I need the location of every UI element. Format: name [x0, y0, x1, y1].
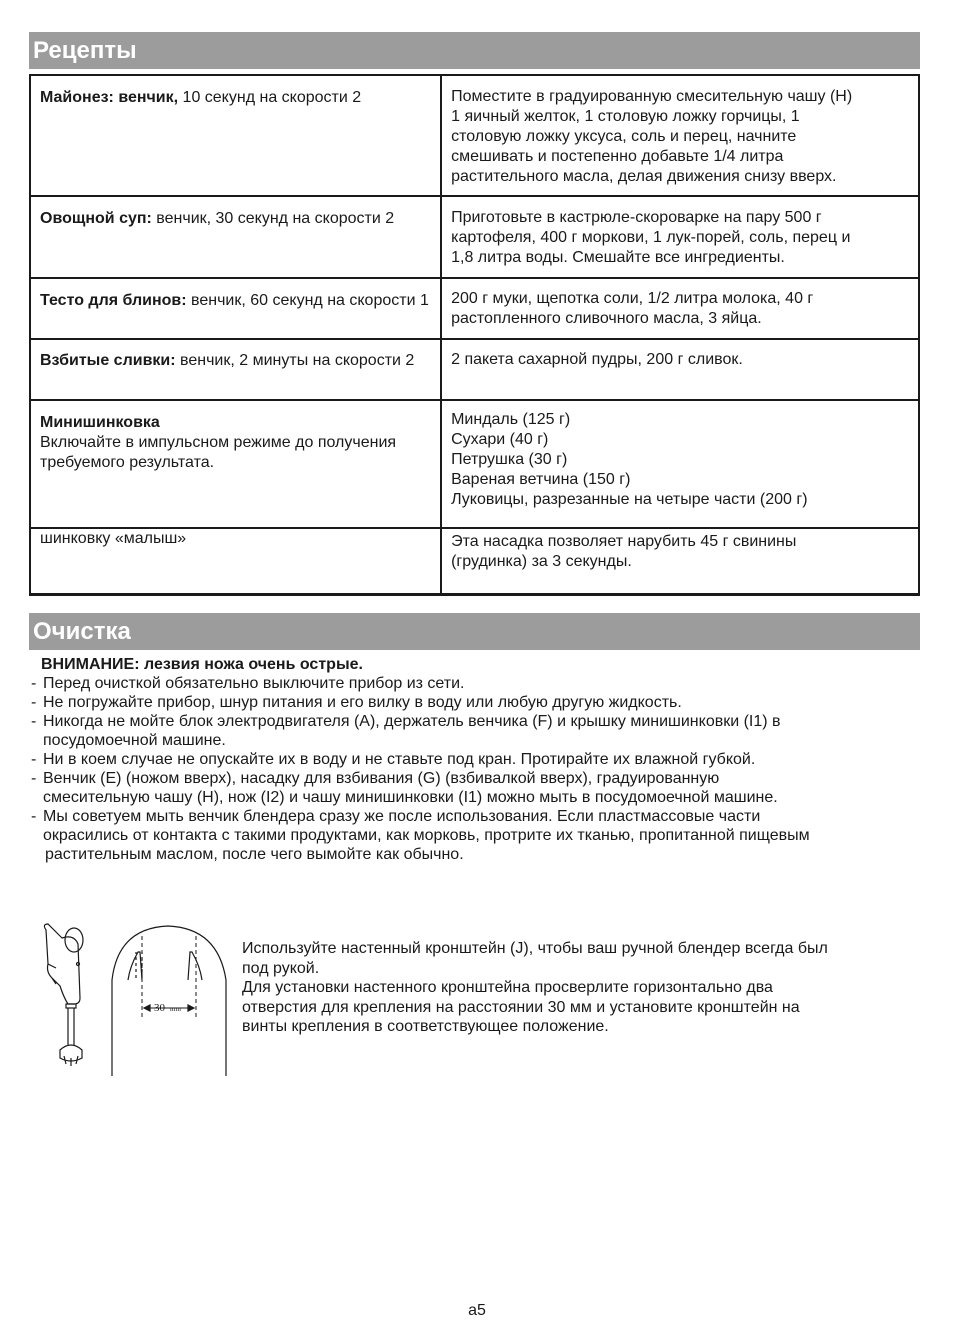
- list-item: - Перед очисткой обязательно выключите прибор из сети.: [31, 675, 465, 692]
- recipe-name: Майонез: венчик,: [40, 89, 179, 106]
- list-item: - Никогда не мойте блок электродвигателя (A), держатель венчика (F) и крышку минишинковки (I1) в посудомоечной машине.: [31, 713, 781, 749]
- instruction-line: растопленного сливочного масла, 3 яйца.: [451, 310, 762, 327]
- instruction-line: 1 яичный желток, 1 столовую ложку горчицы, 1: [451, 108, 800, 125]
- instruction-line: Сухари (40 г): [451, 431, 549, 448]
- recipe-setting: венчик, 60 секунд на скорости 1: [186, 292, 429, 309]
- instruction-line: смешивать и постепенно добавьте 1/4 литра: [451, 148, 784, 165]
- bracket-icon: [112, 926, 226, 1076]
- cleaning-section-title: Очистка: [29, 613, 920, 650]
- instruction-line: Петрушка (30 г): [451, 451, 568, 468]
- instruction-line: столовую ложку уксуса, соль и перец, начните: [451, 128, 797, 145]
- recipe-setting: венчик, 2 минуты на скорости 2: [175, 352, 415, 369]
- instruction-line: картофеля, 400 г моркови, 1 лук-порей, соль, перец и: [451, 229, 851, 246]
- warning-text: ВНИМАНИЕ: лезвия ножа очень острые.: [41, 656, 363, 673]
- recipe-instructions-cell: [441, 75, 919, 196]
- recipe-setting: венчик, 30 секунд на скорости 2: [151, 210, 395, 227]
- instruction-line: растительного масла, делая движения снизу вверх.: [451, 168, 837, 185]
- text-line: отверстия для крепления на расстоянии 30 мм и установите кронштейн на: [242, 998, 800, 1016]
- recipe-instructions-cell: [441, 196, 919, 278]
- instruction-line: Приготовьте в кастрюле-скороварке на пару 500 г: [451, 209, 822, 226]
- list-item: - Не погружайте прибор, шнур питания и его вилку в воду или любую другую жидкость.: [31, 694, 682, 711]
- list-item: - Венчик (E) (ножом вверх), насадку для взбивания (G) (взбивалкой вверх), градуированную смесительную чашу (H), нож (I2) и чашу минишинковки (I1) можно мыть в посудомоечной машине.: [31, 770, 778, 806]
- table-row: [30, 339, 919, 400]
- instruction-line: (грудинка) за 3 секунды.: [451, 553, 632, 570]
- text-line: под рукой.: [242, 959, 320, 977]
- recipe-instructions-cell: [441, 528, 919, 594]
- wall-bracket-illustration: [38, 918, 233, 1080]
- instruction-line: 2 пакета сахарной пудры, 200 г сливок.: [451, 351, 743, 368]
- text-line: винты крепления в соответствующее положение.: [242, 1018, 609, 1035]
- recipe-name: Взбитые сливки:: [40, 352, 176, 369]
- instruction-line: Миндаль (125 г): [451, 411, 571, 428]
- instruction-line: 200 г муки, щепотка соли, 1/2 литра молока, 40 г: [451, 290, 814, 307]
- table-row: [30, 528, 919, 594]
- recipe-instructions-cell: [441, 339, 919, 400]
- page-number: a5: [468, 1302, 486, 1319]
- text-line: Используйте настенный кронштейн (J), чтобы ваш ручной блендер всегда был: [242, 940, 828, 957]
- recipe-name-cell: [30, 196, 441, 278]
- wall-bracket-text: [242, 939, 922, 1037]
- hand-blender-icon: [44, 924, 83, 1066]
- instruction-line: 1,8 литра воды. Смешайте все ингредиенты.: [451, 249, 785, 266]
- cleaning-instructions: [31, 655, 921, 864]
- recipe-name-cell: [30, 528, 441, 594]
- recipes-section-title: Рецепты: [29, 32, 920, 69]
- recipe-setting: шинковку «малыш»: [40, 530, 187, 547]
- list-item: - Ни в коем случае не опускайте их в воду и не ставьте под кран. Протирайте их влажной губкой.: [31, 751, 756, 768]
- recipe-name-cell: [30, 339, 441, 400]
- recipes-table: [29, 74, 920, 596]
- recipe-name: Тесто для блинов:: [40, 292, 187, 309]
- recipe-name-cell: [30, 278, 441, 339]
- dimension-label: 30: [154, 1002, 165, 1014]
- list-item: - Мы советуем мыть венчик блендера сразу же после использования. Если пластмассовые части окрасились от контакта с такими продуктами, как морковь, протрите их тканью, пропитанной пищевым растительным маслом, после чего вымойте как обычно.: [31, 808, 810, 863]
- table-row: [30, 196, 919, 278]
- recipe-instructions-cell: [441, 278, 919, 339]
- recipe-setting: Включайте в импульсном режиме до получения требуемого результата.: [40, 434, 397, 471]
- instruction-line: Эта насадка позволяет нарубить 45 г свинины: [451, 533, 797, 550]
- instruction-line: Вареная ветчина (150 г): [451, 471, 631, 488]
- recipe-setting: 10 секунд на скорости 2: [178, 89, 362, 106]
- text-line: Для установки настенного кронштейна просверлите горизонтально два: [242, 979, 773, 996]
- recipe-name-cell: [30, 400, 441, 528]
- table-row: [30, 278, 919, 339]
- recipe-name: Минишинковка: [40, 414, 160, 431]
- recipe-instructions-cell: [441, 400, 919, 528]
- instruction-line: Луковицы, разрезанные на четыре части (200 г): [451, 491, 808, 508]
- table-row: [30, 400, 919, 528]
- instruction-line: Поместите в градуированную смесительную чашу (H): [451, 88, 853, 105]
- recipe-name: Овощной суп:: [40, 210, 152, 227]
- dimension-unit: mm: [170, 1005, 181, 1013]
- table-row: [30, 75, 919, 196]
- recipe-name-cell: [30, 75, 441, 196]
